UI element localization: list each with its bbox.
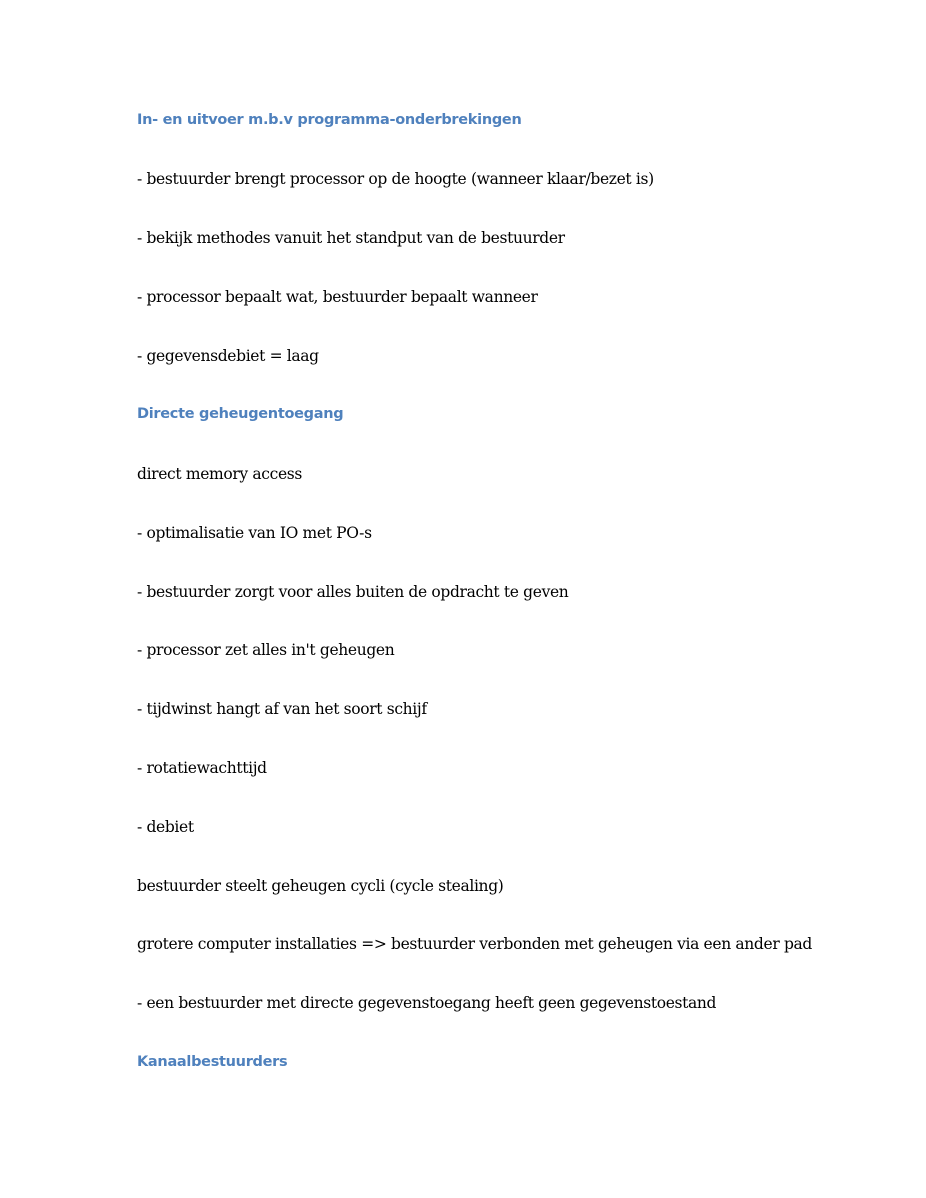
paragraph-line: - optimalisatie van IO met PO-s (137, 524, 372, 542)
paragraph-line: - processor zet alles in't geheugen (137, 641, 395, 659)
paragraph-line: - rotatiewachttijd (137, 759, 267, 777)
paragraph-line: bestuurder steelt geheugen cycli (cycle stealing) (137, 877, 504, 895)
paragraph-line: - processor bepaalt wat, bestuurder bepaalt wanneer (137, 288, 538, 306)
paragraph-line: - tijdwinst hangt af van het soort schijf (137, 700, 427, 718)
paragraph-line: - bestuurder zorgt voor alles buiten de opdracht te geven (137, 583, 569, 601)
paragraph-line: grotere computer installaties => bestuurder verbonden met geheugen via een ander pad (137, 935, 812, 953)
paragraph-line: - een bestuurder met directe gegevenstoegang heeft geen gegevenstoestand (137, 994, 717, 1012)
paragraph-line: - gegevensdebiet = laag (137, 347, 319, 365)
heading-directe-geheugentoegang: Directe geheugentoegang (137, 406, 344, 422)
paragraph-line: - bestuurder brengt processor op de hoogte (wanneer klaar/bezet is) (137, 170, 654, 188)
heading-programma-onderbrekingen: In- en uitvoer m.b.v programma-onderbrekingen (137, 112, 522, 128)
paragraph-line: - bekijk methodes vanuit het standput van de bestuurder (137, 229, 565, 247)
paragraph-line: direct memory access (137, 465, 302, 483)
heading-kanaalbestuurders: Kanaalbestuurders (137, 1054, 288, 1070)
paragraph-line: - debiet (137, 818, 194, 836)
